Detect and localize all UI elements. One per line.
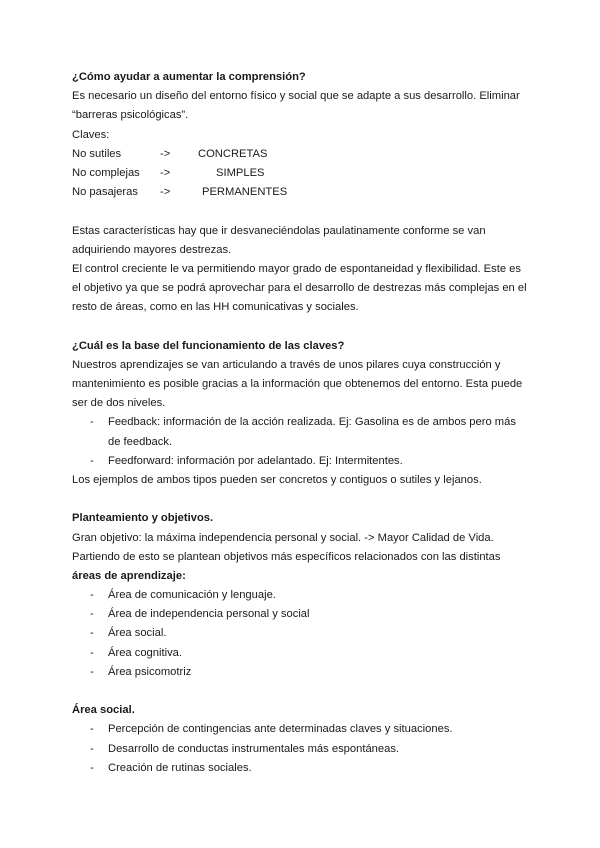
- list-item-text: Área social.: [108, 627, 167, 640]
- paragraph-line: Los ejemplos de ambos tipos pueden ser concretos y contiguos o sutiles y lejanos.: [72, 473, 482, 486]
- bullet-dash: -: [90, 608, 94, 621]
- list-item-area: [72, 605, 542, 624]
- paragraph-line: ser de dos niveles.: [72, 397, 166, 410]
- key-arrow: ->: [160, 147, 171, 160]
- paragraph-line: adquiriendo mayores destrezas.: [72, 243, 232, 256]
- claves-label: Claves:: [72, 128, 110, 141]
- list-item-social: [72, 720, 542, 739]
- key-row-permanentes: [72, 183, 542, 202]
- bullet-dash: -: [90, 723, 94, 736]
- key-arrow: ->: [160, 186, 171, 199]
- bullet-dash: -: [90, 742, 94, 755]
- spacer: [72, 682, 542, 701]
- paragraph-line: mantenimiento es posible gracias a la información que obtenemos del entorno. Esta puede: [72, 378, 523, 390]
- bullet-dash: -: [90, 646, 94, 659]
- bullet-dash: -: [90, 665, 94, 678]
- paragraph-line: Partiendo de esto se plantean objetivos más específicos relacionados con las distintas: [72, 550, 501, 563]
- list-item-text: Feedback: información de la acción realizada. Ej: Gasolina es de ambos pero más: [108, 416, 516, 429]
- key-right: PERMANENTES: [202, 186, 288, 199]
- bullet-dash: -: [90, 761, 94, 774]
- list-item-text: Área psicomotriz: [108, 665, 192, 678]
- list-item-area: [72, 624, 542, 643]
- section-heading-claves: ¿Cuál es la base del funcionamiento de las claves?: [72, 339, 345, 352]
- key-right: CONCRETAS: [198, 147, 268, 160]
- key-row-simples: [72, 164, 542, 183]
- bullet-dash: -: [90, 627, 94, 640]
- bullet-dash: -: [90, 454, 94, 467]
- list-item-social: [72, 759, 542, 778]
- paragraph-line: Gran objetivo: la máxima independencia personal y social. -> Mayor Calidad de Vida.: [72, 531, 494, 544]
- list-item-area: [72, 644, 542, 663]
- paragraph-line: Estas características hay que ir desvaneciéndolas paulatinamente conforme se van: [72, 224, 486, 237]
- list-item-area: [72, 586, 542, 605]
- paragraph-line: “barreras psicológicas”.: [72, 109, 189, 122]
- list-item-feedforward: [72, 452, 542, 471]
- bullet-dash: -: [90, 589, 94, 602]
- section-heading-planteamiento: Planteamiento y objetivos.: [72, 512, 214, 525]
- list-item-text: de feedback.: [108, 435, 173, 448]
- spacer: [72, 490, 542, 509]
- paragraph-line: Nuestros aprendizajes se van articulando a través de unos pilares cuya construcción y: [72, 358, 501, 371]
- section-heading-area-social: Área social.: [72, 704, 135, 717]
- sub-heading-areas: áreas de aprendizaje:: [72, 569, 186, 582]
- bullet-dash: -: [90, 416, 94, 429]
- list-item-text: Área de comunicación y lenguaje.: [108, 589, 276, 602]
- key-row-concretas: [72, 145, 542, 164]
- list-item-social: [72, 740, 542, 759]
- paragraph-line: el objetivo ya que se podrá aprovechar para el desarrollo de destrezas más complejas en el: [72, 282, 527, 295]
- key-left: No sutiles: [72, 147, 122, 160]
- spacer: [72, 317, 542, 336]
- key-left: No complejas: [72, 166, 140, 179]
- list-item-feedback: [72, 413, 542, 432]
- list-item-text: Percepción de contingencias ante determinadas claves y situaciones.: [108, 723, 453, 736]
- list-item-text: Creación de rutinas sociales.: [108, 761, 252, 774]
- list-item-area: [72, 663, 542, 682]
- list-item-text: Área de independencia personal y social: [108, 608, 310, 621]
- list-item-continuation: [72, 433, 542, 452]
- document-page: [72, 68, 542, 778]
- key-left: No pasajeras: [72, 186, 138, 199]
- list-item-text: Área cognitiva.: [108, 646, 183, 659]
- list-item-text: Feedforward: información por adelantado. Ej: Intermitentes.: [108, 454, 403, 467]
- section-heading-comprension: ¿Cómo ayudar a aumentar la comprensión?: [72, 71, 306, 83]
- key-arrow: ->: [160, 166, 171, 179]
- paragraph-line: resto de áreas, como en las HH comunicativas y sociales.: [72, 301, 359, 314]
- spacer: [72, 202, 542, 221]
- paragraph-line: El control creciente le va permitiendo mayor grado de espontaneidad y flexibilidad. Este es: [72, 262, 521, 275]
- paragraph-line: Es necesario un diseño del entorno físico y social que se adapte a sus desarrollo. Eliminar: [72, 90, 520, 103]
- key-right: SIMPLES: [216, 166, 265, 179]
- list-item-text: Desarrollo de conductas instrumentales más espontáneas.: [108, 742, 400, 755]
